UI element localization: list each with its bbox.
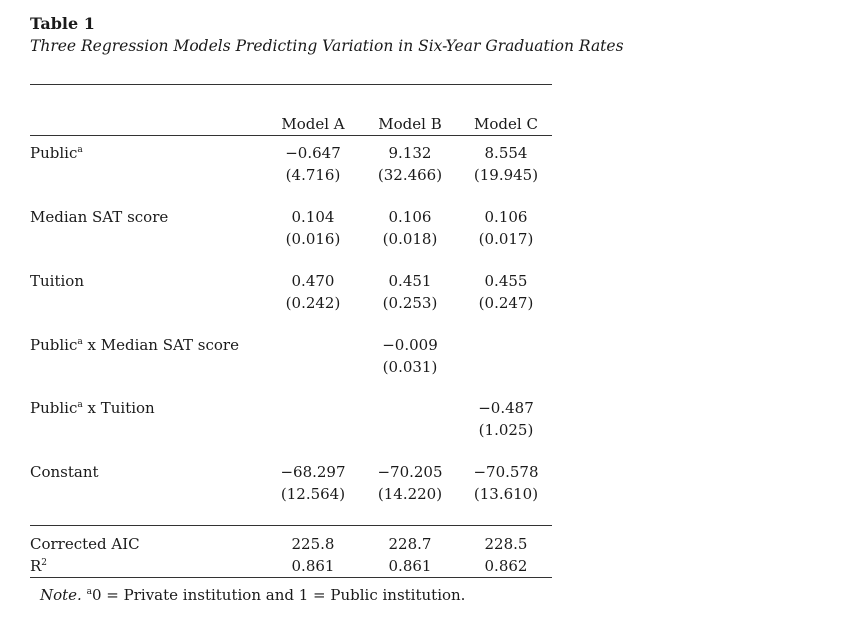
se-cell-model-a: (0.016) (285, 230, 341, 248)
se-cell-model-c: (0.247) (478, 294, 534, 312)
coef-cell-model-a: 0.470 (291, 272, 335, 290)
coef-cell-model-a: −0.647 (285, 144, 341, 162)
se-cell-model-b: (32.466) (377, 166, 443, 184)
table-title: Three Regression Models Predicting Variation in Six-Year Graduation Rates (30, 37, 624, 55)
row-label-text: Public (30, 399, 78, 417)
row-label-text: Median SAT score (30, 208, 169, 226)
se-cell-model-a: (4.716) (285, 166, 341, 184)
table-note (40, 585, 465, 605)
row-label (30, 143, 83, 163)
row-label-sup: a (77, 400, 83, 410)
coef-cell-model-b: 0.451 (388, 272, 432, 290)
se-cell-model-a: (0.242) (285, 294, 341, 312)
note-sup: a (86, 587, 92, 597)
fit-value-aic-b: 228.7 (388, 535, 432, 553)
coef-cell-model-c: 0.455 (484, 272, 528, 290)
column-header-model-a: Model A (281, 115, 345, 133)
fit-label-aic: Corrected AIC (30, 535, 140, 553)
table-label: Table 1 (30, 14, 95, 33)
note-text: 0 = Private institution and 1 = Public institution. (92, 586, 466, 604)
coef-cell-model-b: −0.009 (382, 336, 438, 354)
fit-value-aic-a: 225.8 (291, 535, 335, 553)
se-cell-model-a: (12.564) (280, 485, 346, 503)
fit-value-r2-c: 0.862 (484, 557, 528, 575)
fit-label-r2-sup: 2 (41, 558, 48, 568)
row-label-text: Public (30, 144, 78, 162)
column-header-model-c: Model C (474, 115, 538, 133)
se-cell-model-c: (13.610) (473, 485, 539, 503)
row-label-text: Constant (30, 463, 99, 481)
coef-cell-model-c: 8.554 (484, 144, 528, 162)
bottom-rule (30, 577, 552, 578)
se-cell-model-c: (0.017) (478, 230, 534, 248)
row-label (30, 335, 239, 355)
se-cell-model-c: (19.945) (473, 166, 539, 184)
row-label-suffix: x Median SAT score (82, 336, 239, 354)
row-label-suffix: x Tuition (82, 399, 155, 417)
row-label (30, 462, 99, 482)
fit-value-r2-b: 0.861 (388, 557, 432, 575)
row-label-sup: a (77, 145, 83, 155)
fit-value-aic-c: 228.5 (484, 535, 528, 553)
coef-cell-model-c: 0.106 (484, 208, 528, 226)
fit-value-r2-a: 0.861 (291, 557, 335, 575)
se-cell-model-b: (0.018) (382, 230, 438, 248)
fit-label-r2 (30, 556, 47, 576)
top-rule (30, 84, 552, 85)
coef-cell-model-b: 9.132 (388, 144, 432, 162)
se-cell-model-c: (1.025) (478, 421, 534, 439)
coef-cell-model-b: 0.106 (388, 208, 432, 226)
row-label (30, 207, 168, 227)
coef-cell-model-c: −0.487 (478, 399, 534, 417)
row-label-text: Public (30, 336, 78, 354)
coef-cell-model-b: −70.205 (377, 463, 443, 481)
coef-cell-model-c: −70.578 (473, 463, 539, 481)
coef-cell-model-a: −68.297 (280, 463, 346, 481)
fit-rule (30, 525, 552, 526)
row-label-sup: a (77, 337, 83, 347)
fit-label-r2-text: R (30, 557, 42, 575)
coef-cell-model-a: 0.104 (291, 208, 335, 226)
column-header-model-b: Model B (378, 115, 442, 133)
se-cell-model-b: (14.220) (377, 485, 443, 503)
note-prefix: Note. (40, 586, 82, 604)
row-label (30, 398, 155, 418)
se-cell-model-b: (0.031) (382, 358, 438, 376)
row-label-text: Tuition (30, 272, 84, 290)
row-label (30, 271, 84, 291)
se-cell-model-b: (0.253) (382, 294, 438, 312)
header-rule (30, 135, 552, 136)
